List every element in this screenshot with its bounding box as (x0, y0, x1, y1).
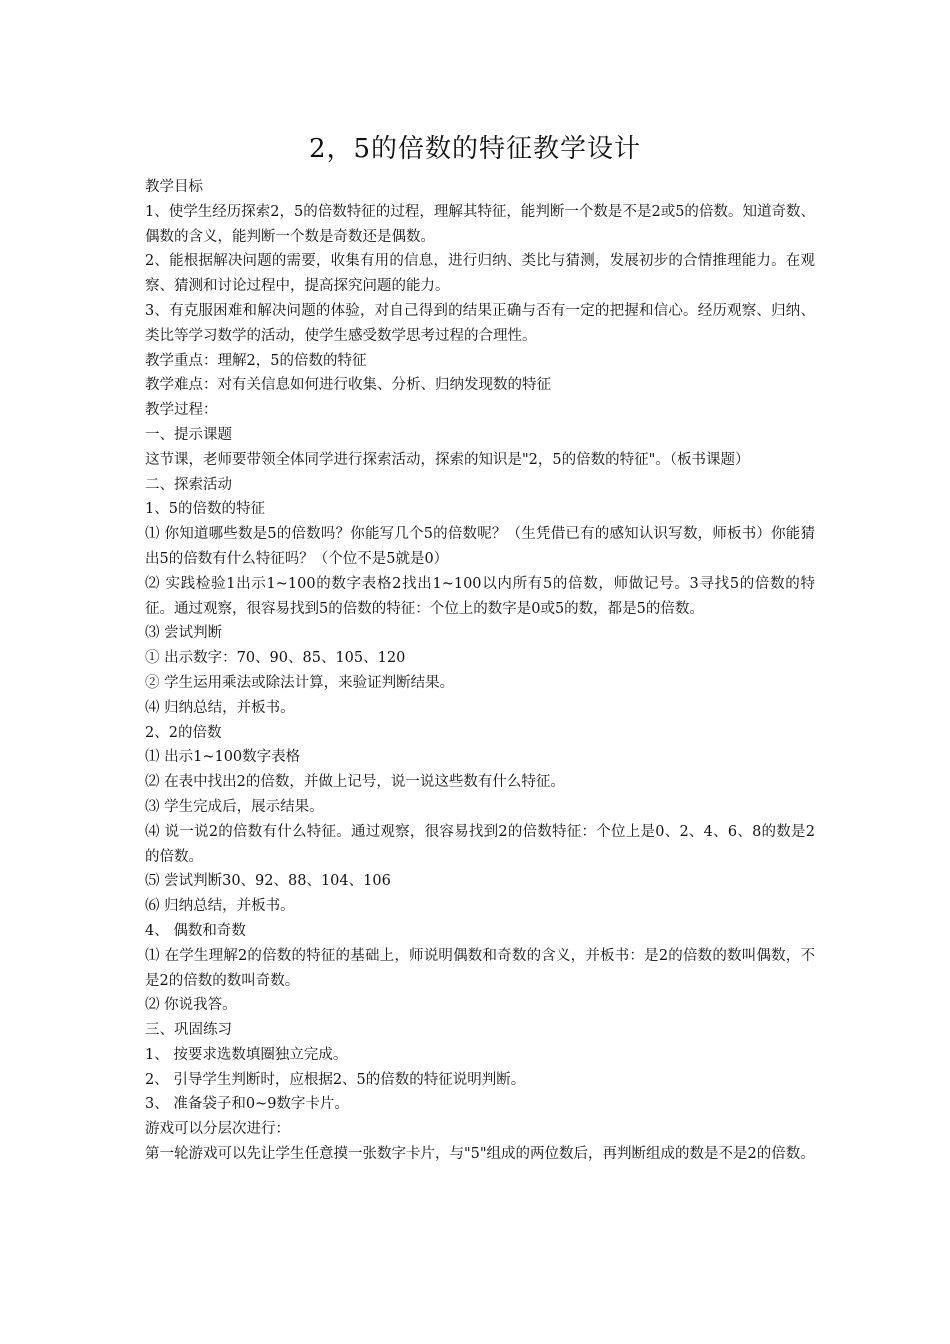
paragraph: 这节课，老师要带领全体同学进行探索活动，探索的知识是"2，5的倍数的特征"。（板书课题） (145, 451, 750, 468)
list-item: 3、 准备袋子和0~9数字卡片。 (145, 1096, 349, 1113)
list-item: ⑷ 说一说2的倍数有什么特征。通过观察，很容易找到2的倍数特征：个位上是0、2、4、6、8的数是2的倍数。 (145, 823, 815, 865)
step-heading-2: 二、探索活动 (145, 476, 232, 493)
document-title: 2，5的倍数的特征教学设计 (308, 134, 642, 164)
list-item: ⑹ 归纳总结，并板书。 (145, 898, 295, 915)
list-item: ⑵ 实践检验1出示1~100的数字表格2找出1~100以内所有5的倍数，师做记号。3寻找5的倍数的特征。通过观察，很容易找到5的倍数的特征：个位上的数字是0或5的数，都是5的倍数。 (145, 575, 815, 617)
list-item: 2、 引导学生判断时，应根据2、5的倍数的特征说明判断。 (145, 1071, 526, 1088)
list-item: ⑵ 你说我答。 (145, 997, 237, 1014)
list-item: ⑶ 尝试判断 (145, 625, 223, 642)
section-heading-objectives: 教学目标 (145, 179, 203, 195)
list-item: ② 学生运用乘法或除法计算，来验证判断结果。 (145, 674, 455, 691)
list-item: ⑴ 你知道哪些数是5的倍数吗？你能写几个5的倍数呢？（生凭借已有的感知认识写数，师板书）你能猜出5的倍数有什么特征吗？（个位不是5就是0） (145, 526, 815, 567)
list-item: ⑴ 在学生理解2的倍数的特征的基础上，师说明偶数和奇数的含义，并板书：是2的倍数的数叫偶数，不是2的倍数的数叫奇数。 (145, 947, 815, 989)
difficult-point: 教学难点：对有关信息如何进行收集、分析、归纳发现数的特征 (145, 377, 551, 394)
paragraph: 游戏可以分层次进行： (145, 1121, 290, 1138)
list-item: ⑷ 归纳总结，并板书。 (145, 699, 295, 716)
list-item: ⑴ 出示1~100数字表格 (145, 749, 301, 766)
list-item: ⑸ 尝试判断30、92、88、104、106 (145, 873, 391, 890)
list-item: ⑶ 学生完成后，展示结果。 (145, 798, 324, 815)
objective-1: 1、使学生经历探索2，5的倍数特征的过程，理解其特征，能判断一个数是不是2或5的倍数。知道奇数、偶数的含义，能判断一个数是奇数还是偶数。 (145, 203, 815, 245)
list-item: ① 出示数字：70、90、85、105、120 (145, 650, 406, 667)
paragraph: 第一轮游戏可以先让学生任意摸一张数字卡片，与"5"组成的两位数后，再判断组成的数是不是2的倍数。 (145, 1146, 815, 1163)
document-body (145, 175, 815, 1167)
list-item: ⑵ 在表中找出2的倍数，并做上记号，说一说这些数有什么特征。 (145, 774, 565, 791)
step-heading-3: 三、巩固练习 (145, 1022, 232, 1039)
step-heading-1: 一、提示课题 (145, 426, 232, 443)
subheading-multiples-of-5: 1、5的倍数的特征 (145, 501, 265, 518)
section-heading-process: 教学过程： (145, 402, 218, 419)
objective-2: 2、能根据解决问题的需要，收集有用的信息，进行归纳、类比与猜测，发展初步的合情推理能力。在观察、猜测和讨论过程中，提高探究问题的能力。 (145, 253, 815, 295)
subheading-even-odd: 4、 偶数和奇数 (145, 922, 246, 939)
objective-3: 3、有克服困难和解决问题的体验，对自己得到的结果正确与否有一定的把握和信心。经历观察、归纳、类比等学习数学的活动，使学生感受数学思考过程的合理性。 (145, 302, 815, 344)
list-item: 1、 按要求选数填圈独立完成。 (145, 1046, 348, 1063)
key-point: 教学重点：理解2，5的倍数的特征 (145, 352, 367, 369)
subheading-multiples-of-2: 2、2的倍数 (145, 724, 222, 741)
